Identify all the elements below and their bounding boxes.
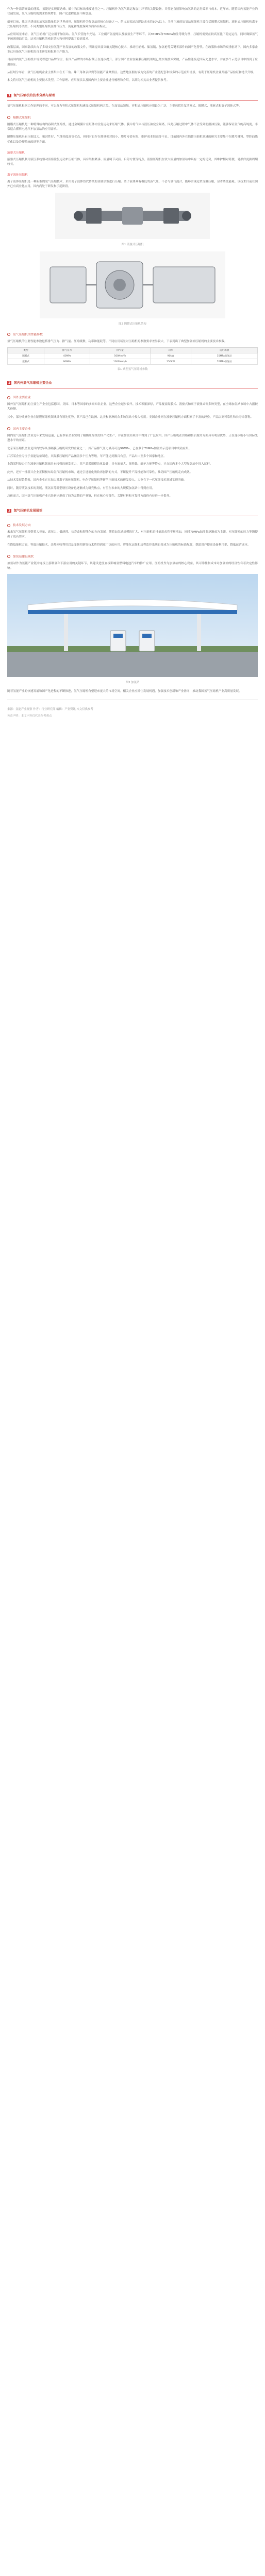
table-cell: 液驱式 [8,359,44,365]
footer-sources: 来源：氢能产业观察 作者：行业研究部 编辑：产业资讯 本文仅供参考 [7,707,93,711]
section-heading [7,380,258,385]
paragraph: 未来氢气压缩机将朝着大排量、高压力、低能耗、长寿命和智能化的方向发展。随着加氢站规模的扩大，对压缩机的排量需求将不断增加，同时70MPa加注将逐渐成为主流，对压缩机的压力等级提出了更高要求。 [7,531,258,539]
intro-paragraph: 截至目前，我国已建成的加氢站数量位居世界前列，压缩机作为加氢站的核心装备之一，约占加氢站总建设成本的30%以上。当前主流的加氢站压缩机主要包括隔膜式压缩机、液驱式压缩机和离子式压缩机等类型，不同类型压缩机在排气压力、流量和纯度保障方面各有特点。 [7,20,258,28]
compressor-figure-1 [55,193,210,239]
section-heading [7,93,258,97]
subsection-title: 国内主要企业 [12,427,31,431]
table-cell: 35MPa加氢站 [191,353,258,359]
paragraph: 从技术发展趋势看，国内企业正在加大对离子液体压缩机、电化学压缩机等新型压缩技术的研发投入，力争在下一代压缩技术领域实现突破。 [7,479,187,482]
spec-table [7,347,258,365]
table-row [8,359,258,365]
intro-paragraph: 本文将对氢气压缩机的主要技术类型、工作原理、应用现状以及国内外主要企业进行梳理和介绍，以期为相关从业者提供参考。 [7,79,170,82]
bullet-icon [7,555,10,558]
section-parameters [7,332,258,371]
bullet-icon [7,427,10,430]
section-heading [7,508,258,513]
intro-paragraph: 从区域分布看，氢气压缩机企业主要集中在长三角、珠三角和京津冀等氢能产业聚集区。这些地区拥有较为完善的产业链配套和较多的示范应用场景，有利于压缩机企业开展产品验证和迭代升级。 [7,71,256,74]
paragraph: 离子液体压缩机是一种新型的氢气压缩技术，采用离子液体替代传统的金属活塞进行压缩。离子液体具有极低的蒸气压，不会与氢气混合，能够实现近似等温压缩，显著降低能耗。该技术目前在国外已有商业化应用，国内尚处于研发和示范阶段。 [7,180,258,189]
subsection-title: 离子液体压缩机 [7,174,28,177]
table-header: 排气压力 [44,348,90,353]
bullet-icon [7,524,10,527]
subsection-heading [7,150,258,155]
section-number: 1 [8,93,11,97]
paragraph: 隔膜式压缩机是一种特殊结构的容积式压缩机，通过金属膜片在缸体内往复运动来压缩气体。膜片将气体与液压油完全隔离，因此压缩过程中气体不会受到润滑油污染，能够保证氢气的高纯度，非常适合燃料电池汽车加氢站的应用需求。 [7,123,258,131]
paragraph: 加氢站作为氢能产业链中连接上游制氢和下游应用的关键环节，其建设进度直接影响氢燃料电池汽车的推广应用。压缩机作为加氢站的核心设备，其可靠性和成本对加氢站的经济性有着决定性影响。 [7,562,258,570]
paragraph: 上海某科技公司在液驱压缩机领域具有较强的研发实力，其产品采用模块化设计，具有流量大、能耗低、维护方便等特点，已在国内多个大型加氢站中投入运行。 [7,463,213,466]
subsection-title: 加氢站建设现状 [12,555,34,558]
paragraph: 此外，还有一批新兴企业正积极布局氢气压缩机市场，通过引进消化吸收再创新的方式，不断提升产品性能和可靠性，推动国产压缩机走向成熟。 [7,470,193,474]
article [0,0,265,723]
table-cell: 90kW [150,353,191,359]
table-cell: 150kW [150,359,191,365]
paragraph: 氢气压缩机的主要性能参数包括排气压力、排气量、压缩级数、功率和能耗等。不同应用场景对压缩机的参数要求差异较大，下表列出了典型加氢站压缩机的主要技术参数。 [7,340,227,343]
table-caption: 表1 典型氢气压缩机参数 [117,368,148,371]
subsection-heading [7,426,258,431]
subsection-heading [7,332,258,336]
section-2 [7,380,258,499]
subsection-heading [7,172,258,177]
paragraph: 隔膜压缩机具有压缩比大、密封性好、气体纯度高等优点，但同时也存在排量相对较小、膜片寿命有限、维护成本较高等不足。目前国内外在隔膜压缩机领域的研究主要集中在膜片材料、型腔曲线优化以及冷却系统改进等方面。 [7,135,258,144]
table-header: 适用场景 [191,348,258,353]
table-header-row [8,348,258,353]
table-cell: 1000Nm³/h [90,359,150,365]
spec-table-wrapper [7,347,258,365]
table-cell: 70MPa加氢站 [191,359,258,365]
paragraph: 在降低能耗方面，等温压缩技术、余热回收利用以及变频控制等技术将得到更广泛的应用。智能化运维和远程监控系统也将成为压缩机的标准配置，帮助用户提高设备利用率、降低运营成本。 [7,543,251,547]
subsection-title: 氢气压缩机的性能参数 [12,333,43,336]
paragraph: 总体而言，国内氢气压缩机产业已经初步形成了较为完整的产业链，但在核心零部件、关键材料和可靠性方面仍有待进一步提升。 [7,494,172,498]
intro-paragraph: 目前国内氢气压缩机市场仍以进口品牌为主，但国产品牌的市场份额正在逐步提升。部分国产企业在隔膜压缩机领域已经实现技术突破，产品性能接近国际先进水平，并在多个示范项目中得到了应用验证。 [7,58,258,66]
figure-caption: 图2 隔膜式压缩机结构 [119,322,146,326]
figure-caption: 图1 液驱式压缩机 [121,243,144,246]
bullet-icon [7,116,10,119]
section-1 [7,93,258,326]
divider [7,100,258,101]
section-title: 国内外氢气压缩机主要企业 [13,381,52,385]
subsection-heading [7,115,258,120]
table-cell: 45MPa [44,353,90,359]
intro-paragraph: 作为一种清洁高效的能源，氢能是实现碳达峰、碳中和目标的重要途径之一。压缩机作为氢气储运和加注环节的关键设备，其性能直接影响加氢站的运行效率与成本。近年来，随着国内氢能产业的快速发展，氢气压缩机的需求持续增长，国产化进程也在不断加速。 [7,8,258,16]
section-intro: 氢气压缩机根据工作原理的不同，可以分为容积式压缩机和速度式压缩机两大类。在加氢站领域，容积式压缩机应用最为广泛，主要包括往复活塞式、隔膜式、液驱式和离子液体式等。 [7,104,242,108]
subsection-title: 液驱式压缩机 [7,151,25,155]
hydrogen-station-photo [7,574,258,677]
bullet-icon [7,396,10,399]
section-title: 氢气压缩机发展展望 [13,509,43,513]
subsection-heading [7,522,258,527]
subsection-title: 隔膜式压缩机 [12,116,31,120]
subsection-title: 国外主要企业 [12,396,31,400]
paragraph: 国外氢气压缩机的主要生产企业包括德国、美国、日本等国家的多家知名企业。这些企业起步较早，技术积累深厚，产品覆盖隔膜式、液驱式和离子液体式等多种类型，在全球加氢站市场中占据较大份额。 [7,403,258,411]
table-header: 排气量 [90,348,150,353]
table-header: 类型 [8,348,44,353]
table-row [8,353,258,359]
bullet-icon [7,333,10,336]
table-cell: 500Nm³/h [90,353,150,359]
section-number: 3 [8,509,11,513]
table-cell: 90MPa [44,359,90,365]
paragraph: 北京某压缩机企业是国内较早从事隔膜压缩机研发的企业之一，其产品排气压力最高可达90MPa，已在多个70MPa加氢站示范项目中成功应用。 [7,447,192,450]
subsection-heading [7,554,258,558]
section-3 [7,508,258,694]
subsection-heading [7,395,258,399]
paragraph: 同时，随着液氢技术的发展，液氢泵等新型增压设备也逐渐成为研究热点，有望在未来的大规模加氢站中得到应用。 [7,486,155,490]
paragraph: 其中，部分欧洲企业在隔膜压缩机领域具有领先优势，其产品已在欧洲、北美和亚洲的众多加氢站中投入使用。美国企业则在液驱压缩机方面积累了丰富的经验，产品以高可靠性和长寿命著称。 [7,415,254,419]
compressor-figure-2 [40,251,225,318]
table-cell: 隔膜式 [8,353,44,359]
intro-section [7,7,258,83]
footer-disclaimer: 免责声明：本文内容仅代表作者观点 [7,715,52,718]
paragraph: 国内氢气压缩机企业近年来发展迅速，已有多家企业实现了隔膜压缩机的国产化生产，并在加氢站项目中得到了广泛应用。国产压缩机在价格和售后服务方面具有明显优势，正在逐步缩小与国际先进水平的差距。 [7,434,258,443]
section-title: 氢气压缩机的技术分类与原理 [13,93,55,97]
paragraph: 液驱式压缩机利用液压系统驱动活塞往复运动来压缩气体，具有结构紧凑、流量调节灵活、启停方便等特点。液驱压缩机在较大流量的加氢站中具有一定的优势，其维护相对简便，易损件更换周期较长。 [7,158,258,166]
table-header: 功率 [150,348,191,353]
section-number: 2 [8,381,11,385]
figure-caption: 图3 加氢站 [125,681,140,685]
closing-paragraph: 随着氢能产业的快速发展和国产化进程的不断推进，氢气压缩机有望迎来更大的市场空间。相关企业应抓住发展机遇，加强技术创新和产业协同，推动我国氢气压缩机产业高质量发展。 [7,690,242,693]
subsection-title: 技术发展方向 [12,524,31,528]
paragraph: 江苏某企业专注于氢能装备制造，其隔膜压缩机产品涵盖多个压力等级，年产能达到数百台套，产品出口至多个国家和地区。 [7,454,167,458]
intro-paragraph: 从应用场景来看，氢气压缩机广泛应用于加氢站、氢气长管拖车充装、工业副产氢提纯以及液氢生产等环节。以35MPa和70MPa加注等级为例，压缩机需要在较高压比下稳定运行，同时确保氢气不被润滑油污染，这对压缩机的密封结构和材料提出了较高要求。 [7,33,258,41]
intro-paragraph: 政策层面，国家陆续出台了多项支持氢能产业发展的政策文件，明确提出要突破关键核心技术，推动压缩机、储氢瓶、加氢枪等关键零部件的国产化替代。在政策和市场的双重驱动下，国内多家企业已具备氢气压缩机的自主研发和批量生产能力。 [7,45,258,54]
